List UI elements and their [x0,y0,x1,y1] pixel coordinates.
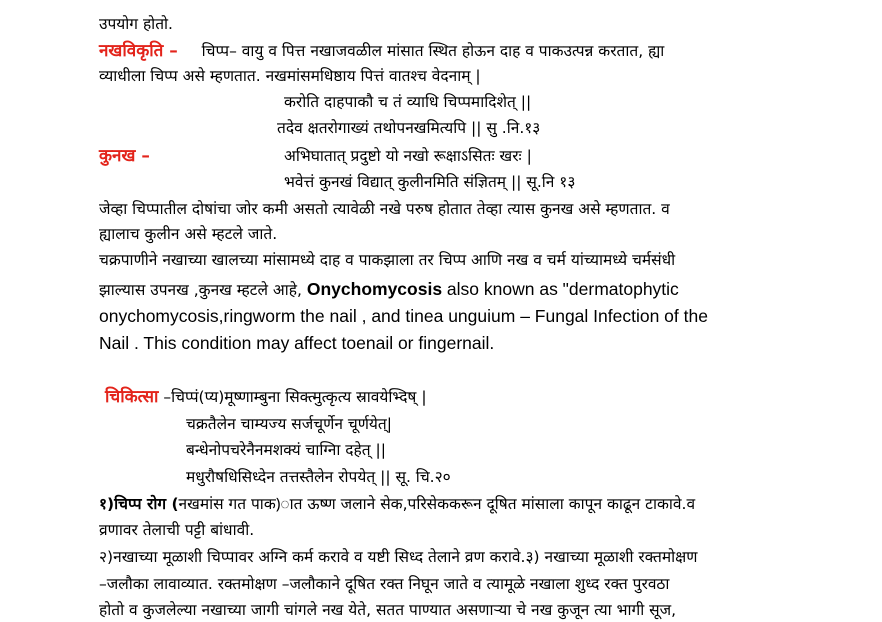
nakhavikruti-line [99,39,664,63]
item1-text: नखमांस गत पाक)ात ऊष्ण जलाने सेक,परिसेककरून दूषित मांसाला कापून काढून टाकावे.व [178,495,696,513]
shloka-bhavettam: भवेत्तं कुनखं विद्यात् कुलीनमिति संज्ञितम् || सू.नि १३ [284,173,576,191]
shloka-chakrataila: चक्रतैलेन चाम्यज्य सर्जचूर्णेन चूर्णयेत्| [186,415,392,433]
heading-nakhavikruti: नखविकृति – [99,41,178,61]
kunakh-para2-line3: onychomycosis,ringworm the nail , and tinea unguium – Fungal Infection of the [99,306,708,326]
shloka-madhura: मधुरौषधिसिध्देन तत्तस्तैलेन रोपयेत् || सू. चि.२० [186,468,451,486]
shloka-bandhena: बन्धेनोपचरेनैनमशक्यं चाग्निा दहेत् || [186,441,386,459]
treatment-item1-line2: व्रणावर तेलाची पट्टी बांधावी. [99,521,255,539]
shloka-karoti: करोति दाहपाकौ च तं व्याधि चिप्पमादिशेत् || [284,93,532,111]
kunakh-para2-latin: also known as "dermatophytic [442,279,679,299]
treatment-item1 [99,492,695,516]
kunakh-para1-line2: ह्यालाच कुलीन असे म्हटले जाते. [99,225,278,243]
treatment-item2-line1: २)नखाच्या मूळाशी चिप्पावर अग्नि कर्म करावे व यष्टी सिध्द तेलाने व्रण करावे.३) नखाच्या मूळाशी रक्तमोक्षण [99,548,698,566]
shloka-abhighatat: अभिघातात् प्रदुष्टो यो नखो रूक्षाऽसितः खरः | [284,147,532,165]
chikitsa-line [105,385,427,409]
kunakh-para2-line4: Nail . This condition may affect toenail or fingernail. [99,333,495,353]
chikitsa-line1: –चिप्पं(प्य)मूष्णाम्बुना सिक्त्मुत्कृत्य स्रावयेभ्दिष् | [158,388,427,406]
kunakh-para2-line2 [99,277,679,302]
treatment-item2-line3: होतो व कुजलेल्या नखाच्या जागी चांगले नख येते, सतत पाण्यात असणाऱ्या चे नख कुजून त्या भागी सूज, [99,601,677,619]
kunakh-para2-line1: चक्रपाणीने नखाच्या खालच्या मांसामध्ये दाह व पाकझाला तर चिप्प आणि नख व चर्म यांच्यामध्ये चर्मसंधी [99,251,676,269]
term-chipp: चिप्प– [201,42,237,60]
shloka-tadeva: तदेव क्षतरोगाख्यं तथोपनखमित्यपि || सु .नि.१३ [277,119,541,137]
kunakh-para2-devanagari: झाल्यास उपनख ,कुनख म्हटले आहे, [99,281,307,299]
nakhavikruti-line2: व्याधीला चिप्प असे म्हणतात. नखमांसमधिष्ठाय पित्तं वातश्च वेदनाम् | [99,67,481,85]
term-onychomycosis: Onychomycosis [306,279,443,299]
item1-heading: १)चिप्प रोग ( [99,495,179,513]
heading-kunakh: कुनख – [99,146,150,166]
heading-chikitsa: चिकित्सा [105,387,159,407]
nakhavikruti-text: वायु व पित्त नखाजवळील मांसात स्थित होऊन दाह व पाकउत्पन्न करतात, ह्या [241,42,665,60]
treatment-item2-line2: –जलौका लावाव्यात. रक्तमोक्षण –जलौकाने दूषित रक्त निघून जाते व त्यामूळे नखाला शुध्द रक्त पुरवठा [99,575,670,593]
kunakh-para1-line1: जेव्हा चिप्पातील दोषांचा जोर कमी असतो त्यावेळी नखे परुष होतात तेव्हा त्यास कुनख असे म्हणतात. व [99,200,670,218]
intro-line: उपयोग होतो. [99,15,173,33]
